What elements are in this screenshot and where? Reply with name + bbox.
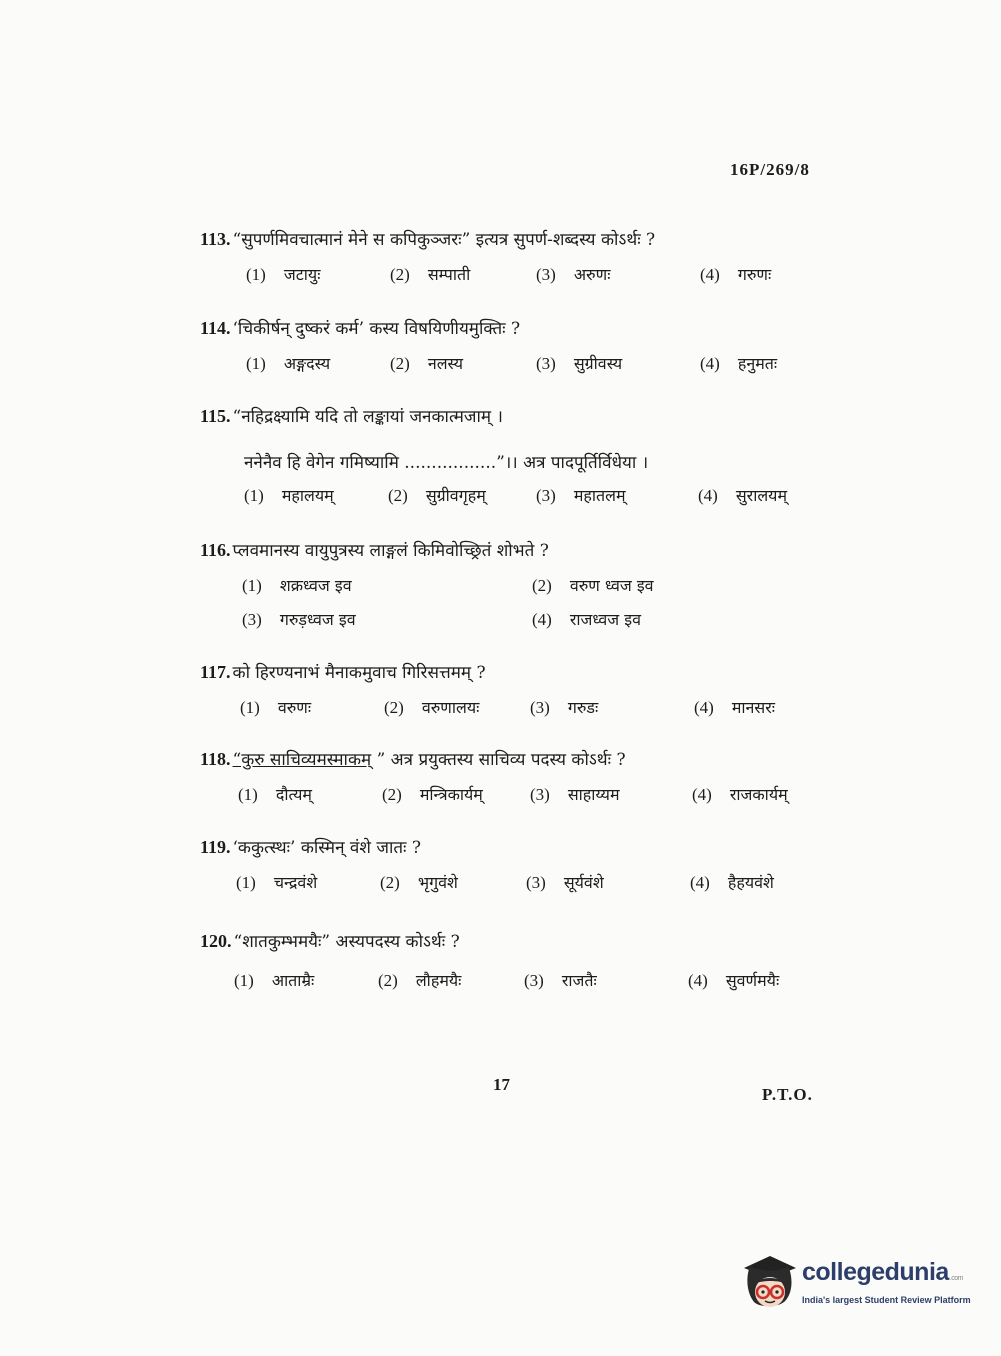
- option-1: (1) दौत्यम्: [238, 785, 312, 804]
- question-text: ‘चिकीर्षन् दुष्करं कर्म’ कस्य विषयिणीयमुक्तिः ?: [232, 319, 521, 339]
- options: [200, 696, 840, 726]
- question-text: ” अत्र प्रयुक्तस्य साचिव्य पदस्य कोऽर्थः ?: [371, 750, 626, 770]
- option-1: (1) आताम्रैः: [234, 971, 315, 990]
- options: [200, 484, 840, 514]
- option-3: (3) साहाय्यम: [530, 785, 620, 804]
- question-number: 118.: [200, 749, 231, 769]
- option-3: (3) गरुडः: [530, 698, 599, 717]
- option-4: (4) सुरालयम्: [698, 486, 788, 505]
- mascot-icon: [740, 1250, 798, 1312]
- question-120: [200, 930, 840, 999]
- question-number: 117.: [200, 662, 231, 682]
- option-1: (1) वरुणः: [240, 698, 312, 717]
- option-2: (2) सुग्रीवगृहम्: [388, 486, 486, 505]
- option-2: (2) नलस्य: [390, 354, 464, 373]
- question-number: 119.: [200, 837, 231, 857]
- question-text: “शातकुम्भमयैः” अस्यपदस्य कोऽर्थः ?: [233, 932, 460, 952]
- option-4: (4) राजध्वज इव: [532, 610, 642, 629]
- question-text-line-2: ननेनैव हि वेगेन गमिष्यामि .................”।। अत्र पादपूर्तिर्विधेया ।: [244, 453, 649, 473]
- option-3: (3) गरुड़ध्वज इव: [242, 610, 356, 629]
- option-2: (2) मन्त्रिकार्यम्: [382, 785, 483, 804]
- option-2: (2) सम्पाती: [390, 265, 471, 284]
- question-113: [200, 228, 840, 293]
- question-117: [200, 661, 840, 726]
- option-4: (4) गरुणः: [700, 265, 772, 284]
- option-2: (2) लौहमयैः: [378, 971, 462, 990]
- pto-label: P.T.O.: [762, 1085, 813, 1104]
- option-3: (3) सुग्रीवस्य: [536, 354, 623, 373]
- question-text: “सुपर्णमिवचात्मानं मेने स कपिकुञ्जरः” इत्यत्र सुपर्ण-शब्दस्य कोऽर्थः ?: [232, 230, 656, 250]
- question-number: 113.: [200, 229, 231, 249]
- question-number: 120.: [200, 931, 232, 951]
- question-number: 116.: [200, 540, 231, 560]
- question-text: ‘ककुत्स्थः’ कस्मिन् वंशे जातः ?: [232, 838, 422, 858]
- option-2: (2) वरुणालयः: [384, 698, 480, 717]
- option-1: (1) जटायुः: [246, 265, 321, 284]
- question-text: प्लवमानस्य वायुपुत्रस्य लाङ्गलं किमिवोच्छ्रितं शोभते ?: [232, 541, 549, 561]
- options: [200, 352, 840, 382]
- option-4: (4) हैहयवंशे: [690, 873, 774, 892]
- options: [200, 608, 840, 638]
- option-3: (3) महातलम्: [536, 486, 626, 505]
- options: [200, 969, 840, 999]
- collegedunia-logo: [740, 1250, 980, 1320]
- question-number: 115.: [200, 406, 231, 426]
- question-114: [200, 317, 840, 382]
- option-4: (4) सुवर्णमयैः: [688, 971, 780, 990]
- option-4: (4) राजकार्यम्: [692, 785, 788, 804]
- option-1: (1) अङ्गदस्य: [246, 354, 331, 373]
- question-text-underlined: “कुरु साचिव्यमस्माकम्: [232, 750, 372, 770]
- question-text: “नहिद्रक्ष्यामि यदि तो लङ्कायां जनकात्मजाम् ।: [232, 407, 503, 427]
- question-119: [200, 836, 840, 901]
- logo-wordmark: collegedunia.com: [802, 1258, 963, 1286]
- option-1: (1) महालयम्: [244, 486, 334, 505]
- question-115: [200, 405, 840, 514]
- question-text: को हिरण्यनाभं मैनाकमुवाच गिरिसत्तमम् ?: [232, 663, 486, 683]
- option-4: (4) हनुमतः: [700, 354, 778, 373]
- option-2: (2) वरुण ध्वज इव: [532, 576, 654, 595]
- option-1: (1) शक्रध्वज इव: [242, 576, 352, 595]
- option-3: (3) सूर्यवंशे: [526, 873, 604, 892]
- option-3: (3) अरुणः: [536, 265, 611, 284]
- option-4: (4) मानसरः: [694, 698, 776, 717]
- options: [200, 783, 840, 813]
- option-2: (2) भृगुवंशे: [380, 873, 458, 892]
- options: [200, 263, 840, 293]
- option-3: (3) राजतैः: [524, 971, 597, 990]
- option-1: (1) चन्द्रवंशे: [236, 873, 318, 892]
- question-116: [200, 539, 840, 638]
- paper-code: 16P/269/8: [730, 160, 810, 179]
- question-number: 114.: [200, 318, 231, 338]
- logo-tagline: India's largest Student Review Platform: [802, 1295, 971, 1305]
- page-number: 17: [493, 1075, 510, 1094]
- options: [200, 574, 840, 604]
- question-118: [200, 748, 840, 813]
- options: [200, 871, 840, 901]
